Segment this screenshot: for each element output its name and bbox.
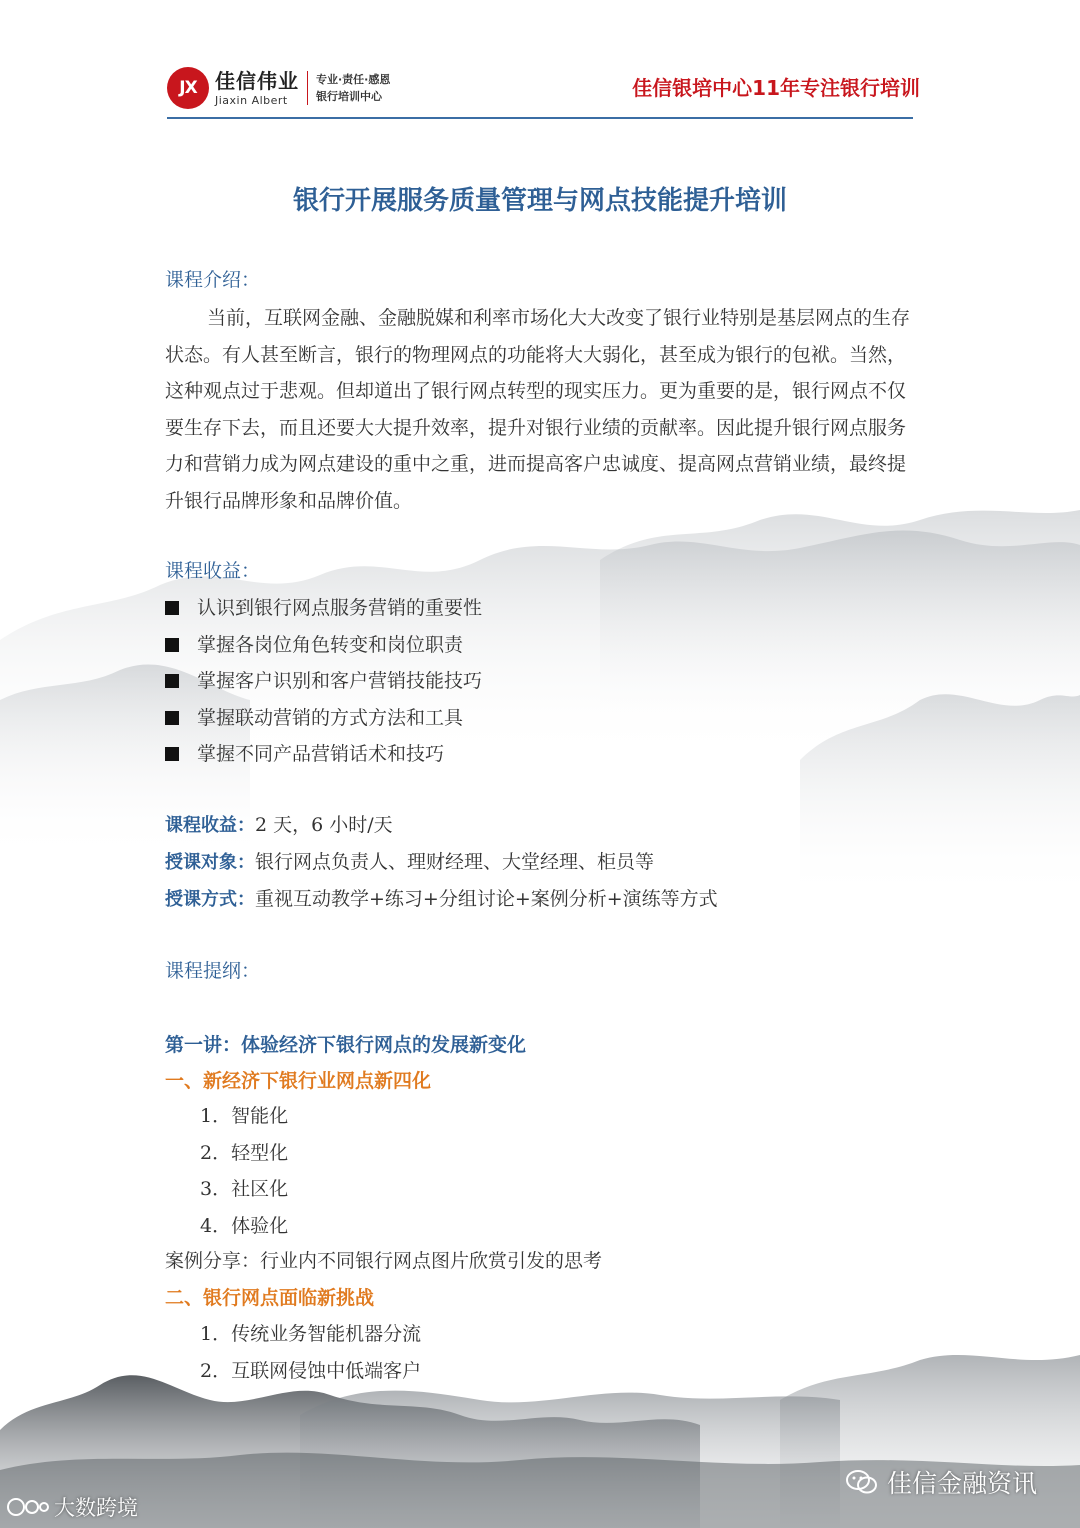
list-item: 2．轻型化	[200, 1141, 289, 1164]
benefit-text: 掌握不同产品营销话术和技巧	[197, 743, 445, 765]
audience-label: 授课对象：	[165, 852, 255, 873]
benefit-text: 掌握各岗位角色转变和岗位职责	[197, 633, 464, 656]
list-item	[165, 590, 482, 627]
logo-mark-icon: JX	[167, 67, 209, 109]
list-item: 4．体验化	[200, 1214, 289, 1237]
square-bullet-icon	[165, 711, 179, 725]
watermark-logo-icon	[6, 1495, 50, 1519]
watermark-text: 大数跨境	[54, 1496, 138, 1520]
list-item	[165, 700, 482, 737]
method-label: 授课方式：	[165, 889, 255, 910]
tagline-line-2: 银行培训中心	[316, 90, 382, 103]
benefit-text: 认识到银行网点服务营销的重要性	[197, 597, 483, 619]
logo-text	[215, 68, 299, 107]
intro-paragraph: 当前，互联网金融、金融脱媒和利率市场化大大改变了银行业特别是基层网点的生存状态。有人甚至断言，银行的物理网点的功能将大大弱化，甚至成为银行的包袱。当然，这种观点过于悲观。但却道出了银行网点转型的现实压力。更为重要的是，银行网点不仅要生存下去，而且还要大大提升效率，提升对银行业绩的贡献率。因此提升银行网点服务力和营销力成为网点建设的重中之重，进而提高客户忠诚度、提高网点营销业绩，最终提升银行品牌形象和品牌价值。	[165, 307, 911, 512]
header-divider	[167, 117, 913, 119]
duration-value: 2 天，6 小时/天	[255, 814, 393, 836]
section-2-title: 二、银行网点面临新挑战	[165, 1287, 375, 1309]
duration-row	[165, 810, 393, 837]
benefit-text: 掌握客户识别和客户营销技能技巧	[197, 670, 483, 692]
logo-divider	[307, 71, 308, 105]
corner-watermark	[6, 1492, 138, 1522]
list-item: 2．互联网侵蚀中低端客户	[200, 1359, 422, 1382]
list-item	[165, 736, 482, 773]
document-title: 银行开展服务质量管理与网点技能提升培训	[292, 186, 787, 216]
wechat-icon	[845, 1468, 879, 1496]
brand-logo	[167, 66, 390, 110]
section-1-title: 一、新经济下银行业网点新四化	[165, 1070, 432, 1092]
square-bullet-icon	[165, 747, 179, 761]
wechat-account-name: 佳信金融资讯	[887, 1469, 1038, 1498]
list-item: 3．社区化	[200, 1178, 289, 1200]
benefits-list	[165, 590, 482, 773]
square-bullet-icon	[165, 674, 179, 688]
outline-heading: 课程提纲：	[165, 960, 261, 982]
duration-label: 课程收益：	[165, 815, 255, 836]
section-2-list	[200, 1316, 421, 1389]
logo-name-cn: 佳信伟业	[215, 68, 299, 93]
audience-row	[165, 847, 654, 874]
section-1-list	[200, 1098, 288, 1244]
list-item: 1．智能化	[200, 1105, 289, 1127]
tagline-line-1: 专业·责任·感恩	[316, 72, 391, 86]
square-bullet-icon	[165, 638, 179, 652]
list-item	[165, 663, 482, 700]
wechat-watermark	[845, 1464, 1037, 1500]
intro-heading: 课程介绍：	[165, 269, 261, 291]
list-item	[165, 627, 482, 664]
square-bullet-icon	[165, 601, 179, 615]
method-value: 重视互动教学+练习+分组讨论+案例分析+演练等方式	[255, 888, 718, 910]
case-share: 案例分享：行业内不同银行网点图片欣赏引发的思考	[165, 1250, 603, 1272]
audience-value: 银行网点负责人、理财经理、大堂经理、柜员等	[255, 851, 655, 873]
method-row	[165, 884, 718, 911]
list-item: 1．传统业务智能机器分流	[200, 1323, 422, 1345]
benefit-text: 掌握联动营销的方式方法和工具	[197, 706, 464, 729]
logo-tagline	[316, 71, 390, 105]
logo-name-en: Jiaxin Albert	[215, 93, 288, 107]
header-slogan: 佳信银培中心11年专注银行培训	[632, 76, 920, 100]
benefits-heading: 课程收益：	[165, 560, 261, 582]
lecture-1-title: 第一讲：体验经济下银行网点的发展新变化	[165, 1034, 527, 1056]
